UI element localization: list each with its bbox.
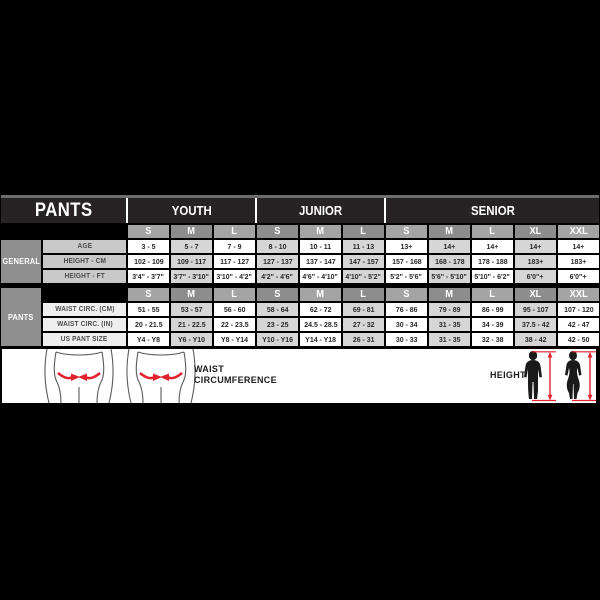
table-title bbox=[1, 198, 126, 223]
size-header-cell: S bbox=[128, 288, 169, 301]
size-header-cell: M bbox=[171, 225, 212, 238]
data-cell: 14+ bbox=[472, 240, 513, 253]
data-cell: Y8 - Y14 bbox=[214, 333, 255, 346]
data-cell: 27 - 32 bbox=[343, 318, 384, 331]
data-cell: 31 - 35 bbox=[429, 333, 470, 346]
data-cell: 6'0"+ bbox=[515, 270, 556, 283]
data-cell: 42 - 50 bbox=[558, 333, 599, 346]
table-header-row bbox=[1, 198, 599, 223]
size-header-cell: XXL bbox=[558, 225, 599, 238]
data-cell: 5'2" - 5'6" bbox=[386, 270, 427, 283]
data-cell: 7 - 9 bbox=[214, 240, 255, 253]
row-label: WAIST CIRC. (CM) bbox=[43, 303, 126, 316]
data-cell: 3'4" - 3'7" bbox=[128, 270, 169, 283]
row-label: AGE bbox=[43, 240, 126, 253]
data-cell: 51 - 55 bbox=[128, 303, 169, 316]
size-header-cell: XL bbox=[515, 225, 556, 238]
data-cell: 86 - 99 bbox=[472, 303, 513, 316]
data-cell: 21 - 22.5 bbox=[171, 318, 212, 331]
waist-arrow-icon bbox=[58, 373, 100, 381]
column-group-senior: SENIOR bbox=[384, 198, 599, 223]
data-cell: 183+ bbox=[515, 255, 556, 268]
size-header-cell: M bbox=[300, 288, 341, 301]
data-cell: 42 - 47 bbox=[558, 318, 599, 331]
data-cell: 38 - 42 bbox=[515, 333, 556, 346]
data-cell: Y6 - Y10 bbox=[171, 333, 212, 346]
data-cell: 31 - 35 bbox=[429, 318, 470, 331]
data-cell: 14+ bbox=[558, 240, 599, 253]
size-header-cell: L bbox=[343, 225, 384, 238]
data-cell: 53 - 57 bbox=[171, 303, 212, 316]
data-cell: 26 - 31 bbox=[343, 333, 384, 346]
data-cell: 62 - 72 bbox=[300, 303, 341, 316]
data-cell: 3'10" - 4'2" bbox=[214, 270, 255, 283]
data-cell: 5 - 7 bbox=[171, 240, 212, 253]
data-cell: 178 - 188 bbox=[472, 255, 513, 268]
data-cell: 10 - 11 bbox=[300, 240, 341, 253]
height-male-icon bbox=[524, 351, 542, 399]
data-cell: 127 - 137 bbox=[257, 255, 298, 268]
size-header-cell: S bbox=[257, 225, 298, 238]
data-cell: 76 - 86 bbox=[386, 303, 427, 316]
data-cell: 20 - 21.5 bbox=[128, 318, 169, 331]
table-title-text: PANTS bbox=[34, 199, 93, 221]
size-header-cell: XL bbox=[515, 288, 556, 301]
data-cell: 183+ bbox=[558, 255, 599, 268]
pants-section bbox=[1, 288, 599, 346]
group-label-pants: PANTS bbox=[1, 288, 41, 346]
data-cell: 5'10" - 6'2" bbox=[472, 270, 513, 283]
data-cell: 3'7" - 3'10" bbox=[171, 270, 212, 283]
row-label: WAIST CIRC. (IN) bbox=[43, 318, 126, 331]
size-header-cell: M bbox=[171, 288, 212, 301]
data-cell: 137 - 147 bbox=[300, 255, 341, 268]
data-cell: 30 - 33 bbox=[386, 333, 427, 346]
data-cell: 147 - 157 bbox=[343, 255, 384, 268]
data-cell: 23 - 25 bbox=[257, 318, 298, 331]
measurement-legend bbox=[2, 349, 596, 403]
height-label: HEIGHT bbox=[490, 370, 526, 380]
data-cell: 24.5 - 28.5 bbox=[300, 318, 341, 331]
data-cell: 14+ bbox=[515, 240, 556, 253]
row-label: HEIGHT - FT bbox=[43, 270, 126, 283]
group-label-general: GENERAL bbox=[1, 240, 41, 283]
size-header-cell: S bbox=[386, 225, 427, 238]
size-header-cell: S bbox=[257, 288, 298, 301]
size-header-cell: L bbox=[343, 288, 384, 301]
data-cell: 102 - 109 bbox=[128, 255, 169, 268]
data-cell: 95 - 107 bbox=[515, 303, 556, 316]
waist-figure-icon bbox=[45, 349, 113, 403]
data-cell: 107 - 120 bbox=[558, 303, 599, 316]
row-label: US PANT SIZE bbox=[43, 333, 126, 346]
data-cell: Y10 - Y16 bbox=[257, 333, 298, 346]
data-cell: 14+ bbox=[429, 240, 470, 253]
data-cell: 32 - 38 bbox=[472, 333, 513, 346]
size-header-cell: L bbox=[214, 225, 255, 238]
column-group-youth: YOUTH bbox=[126, 198, 255, 223]
size-header-cell: M bbox=[300, 225, 341, 238]
row-label: HEIGHT - CM bbox=[43, 255, 126, 268]
data-cell: 13+ bbox=[386, 240, 427, 253]
data-cell: 69 - 81 bbox=[343, 303, 384, 316]
size-header-cell: L bbox=[472, 225, 513, 238]
data-cell: 5'6" - 5'10" bbox=[429, 270, 470, 283]
data-cell: 56 - 60 bbox=[214, 303, 255, 316]
data-cell: 6'0"+ bbox=[558, 270, 599, 283]
data-cell: 4'10" - 5'2" bbox=[343, 270, 384, 283]
data-cell: 22 - 23.5 bbox=[214, 318, 255, 331]
data-cell: 109 - 117 bbox=[171, 255, 212, 268]
data-cell: 34 - 39 bbox=[472, 318, 513, 331]
data-cell: 4'6" - 4'10" bbox=[300, 270, 341, 283]
waist-circumference-label: WAIST CIRCUMFERENCE bbox=[194, 364, 277, 385]
data-cell: Y4 - Y8 bbox=[128, 333, 169, 346]
size-header-cell: S bbox=[128, 225, 169, 238]
size-header-cell: XXL bbox=[558, 288, 599, 301]
size-chart bbox=[0, 195, 600, 403]
data-cell: 168 - 178 bbox=[429, 255, 470, 268]
data-cell: Y14 - Y18 bbox=[300, 333, 341, 346]
size-header-cell: M bbox=[429, 225, 470, 238]
data-cell: 37.5 - 42 bbox=[515, 318, 556, 331]
size-header-cell: L bbox=[472, 288, 513, 301]
data-cell: 117 - 127 bbox=[214, 255, 255, 268]
size-header-cell: S bbox=[386, 288, 427, 301]
data-cell: 30 - 34 bbox=[386, 318, 427, 331]
general-section bbox=[1, 225, 599, 283]
size-header-cell: L bbox=[214, 288, 255, 301]
data-cell: 8 - 10 bbox=[257, 240, 298, 253]
data-cell: 79 - 89 bbox=[429, 303, 470, 316]
data-cell: 58 - 64 bbox=[257, 303, 298, 316]
data-cell: 11 - 13 bbox=[343, 240, 384, 253]
data-cell: 157 - 168 bbox=[386, 255, 427, 268]
height-female-icon bbox=[565, 351, 582, 399]
column-group-junior: JUNIOR bbox=[255, 198, 384, 223]
data-cell: 3 - 5 bbox=[128, 240, 169, 253]
waist-figure-icon bbox=[127, 349, 195, 403]
size-header-cell: M bbox=[429, 288, 470, 301]
data-cell: 4'2" - 4'6" bbox=[257, 270, 298, 283]
waist-arrow-icon bbox=[140, 373, 182, 381]
